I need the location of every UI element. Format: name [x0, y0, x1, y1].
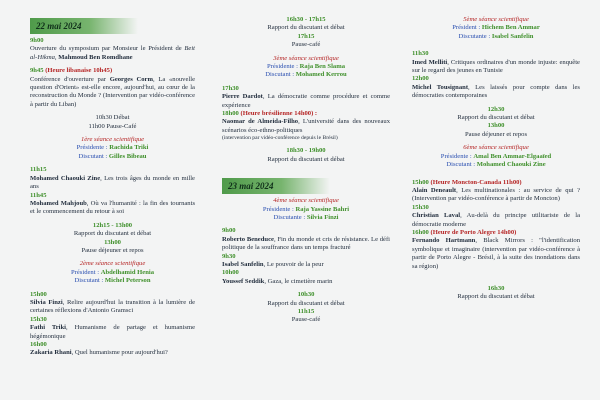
session-chair: Président : Abdelhamid Henia: [71, 268, 154, 276]
session-discussant: Discutant : Mohamed Chaouki Zine: [446, 161, 546, 169]
session-discussant: Discutante : Silvia Finzi: [273, 213, 339, 221]
program-item: Alain Deneault, Les multinationales : au service de qui ? (Intervention par vidéo-conférence à partir de Moncton): [412, 186, 581, 203]
time-slot: 17h30: [222, 84, 239, 92]
program-item: Pierre Dardot, La démocratie comme procédure et comme expérience: [222, 93, 390, 109]
time-slot: 17h15: [297, 32, 315, 40]
debate-slot: Rapport du discutant et débat: [267, 155, 345, 163]
pause-slot: Pause-café: [291, 41, 321, 49]
debate-slot: Rapport du discutant et débat: [73, 230, 152, 238]
time-slot: 13h00: [104, 238, 121, 246]
program-item: Ouverture du symposium par Monsieur le Président de Beit al-Hikma, Mahmoud Ben Romdhane: [30, 45, 195, 61]
time-slot: 9h00: [30, 37, 44, 44]
program-item: Michel Tousignant, Les laissés pour compte dans les démocraties contemporaines: [412, 83, 580, 100]
time-slot: 11h15: [297, 307, 315, 315]
time-slot: 15h30: [30, 315, 47, 323]
time-slot: 9h00: [222, 227, 236, 235]
session-title: 3ème séance scientifique: [273, 54, 339, 62]
program-item: Mohamed Mahjoub, Où va l'humanité : la fin des tournants et le commencement du retour à soi: [30, 199, 196, 216]
time-slot: 12h00: [412, 75, 429, 83]
pause-slot: Pause déjeuner et repos: [464, 130, 528, 138]
debate-slot: Rapport du discutant et débat: [457, 114, 535, 122]
day-label: 22 mai 2024: [36, 21, 82, 31]
time-slot: 11h45: [30, 191, 47, 199]
debate-slot: Rapport du discutant et débat: [457, 293, 535, 301]
time-slot: 10h00: [222, 269, 239, 277]
time-slot: 10h30: [297, 291, 315, 299]
time-slot: 11h15: [30, 166, 47, 174]
time-slot: 15h00 (Heure Moncton-Canada 11h00): [412, 178, 522, 186]
session-chair: Présidente : Amal Ben Ammar-Elgaaïed: [440, 152, 552, 160]
program-item: Roberto Beneduce, Fin du monde et cris de résistance. Le défi politique de la souffrance dans un temps fracturé: [222, 235, 391, 252]
pause-slot: 11h00 Pause-Café: [88, 122, 137, 130]
time-slot: 15h30: [412, 203, 429, 211]
time-slot: 12h30: [487, 105, 505, 113]
session-chair: Présidente : Raja Yassine Bahri: [262, 205, 350, 213]
session-title: 1ère séance scientifique: [80, 136, 145, 144]
session-title: 2ème séance scientifique: [79, 260, 146, 268]
time-slot: 18h30 - 19h00: [286, 147, 326, 155]
column-day1-morning: [30, 0, 195, 400]
program-item: Zakaria Rhani, Quel humanisme pour aujourd'hui?: [30, 349, 168, 357]
pause-slot: Pause-café: [291, 316, 321, 324]
pause-slot: Pause déjeuner et repos: [81, 246, 144, 254]
session-discussant: Discutant : Michel Peterson: [74, 277, 151, 285]
session-discussant: Discutante : Isabel Sanfelin: [458, 32, 534, 40]
program-item: Christian Laval, Au-delà du principe utilitariste de la démocratie moderne: [412, 212, 580, 228]
program-item: Naomar de Almeida-Filho, L'université dans des nouveaux scénarios éco-ethno-politiques: [222, 118, 390, 134]
time-slot: 13h00: [487, 122, 505, 130]
session-discussant: Discutant : Mohamed Kerrou: [265, 71, 347, 79]
program-item: Isabel Sanfelin, Le pouvoir de la peur: [222, 260, 324, 268]
session-title: 4ème séance scientifique: [273, 197, 339, 205]
time-slot: 12h15 - 13h00: [92, 221, 133, 229]
program-item: Fathi Triki, Humanisme de partage et humanisme hégémonique: [30, 324, 195, 340]
time-slot: 18h00 (Heure brésilienne 14h00) :: [222, 110, 318, 118]
session-discussant: Discutant : Gilles Bibeau: [78, 152, 147, 160]
program-item: Imed Melliti, Critiques ordinaires d'un monde injuste: enquête sur le regard des jeunes en Tunisie: [412, 58, 580, 75]
program-item: Youssef Seddik, Gaza, le cimetière marin: [222, 277, 333, 285]
time-slot: 16h30: [487, 284, 505, 292]
session-chair: Président : Hichem Ben Ammar: [452, 24, 540, 32]
session-title: 5ème séance scientifique: [463, 16, 529, 23]
program-item: Mohamed Chaouki Zine, Les trois âges du monde en mille ans: [30, 174, 195, 191]
program-item: Silvia Finzi, Relire aujourd'hui la transition à la lumière de certaines réflexions d'Antonio Gramsci: [30, 298, 195, 315]
note: (intervention par vidéo-conférence depuis le Brésil): [222, 135, 338, 142]
time-slot: 16h00: [30, 341, 47, 348]
program-item: Fernando Hartmann, Black Mirrors : "l'identification symbolique et imaginaire (intervention par vidéo-conférence à partir de Porto Alegre - Brésil, à la suite des inondations dans sa région): [412, 237, 580, 270]
time-slot: 16h00 (Heure de Porto Alegre 14h00): [412, 228, 517, 236]
debate-slot: 10h30 Débat: [95, 114, 130, 122]
session-title: 6ème séance scientifique: [463, 144, 529, 152]
program-item: Conférence d'ouverture par Georges Corm, La «nouvelle question d'Orient» est-elle encore, aujourd'hui, au cœur de la reconstruction du Monde ? (Intervention par vidéo-conférence à partir du Liban): [30, 75, 195, 108]
time-slot: 15h00: [30, 290, 47, 298]
debate-slot: Rapport du discutant et débat: [267, 24, 345, 32]
day-header: [222, 178, 330, 194]
time-slot: 16h30 - 17h15: [286, 16, 326, 23]
day-label: 23 mai 2024: [228, 181, 274, 192]
session-chair: Présidente : Raja Ben Slama: [266, 63, 346, 71]
column-day2-afternoon: [412, 0, 580, 400]
day-header: [30, 18, 138, 34]
session-chair: Présidente : Rachida Triki: [76, 144, 149, 152]
column-day1-evening-day2-morning: [222, 0, 390, 400]
time-slot: 11h30: [412, 50, 429, 58]
time-slot: 9h45 (Heure libanaise 10h45): [30, 67, 113, 75]
time-slot: 9h30: [222, 252, 236, 260]
debate-slot: Rapport du discutant et débat: [267, 299, 345, 307]
